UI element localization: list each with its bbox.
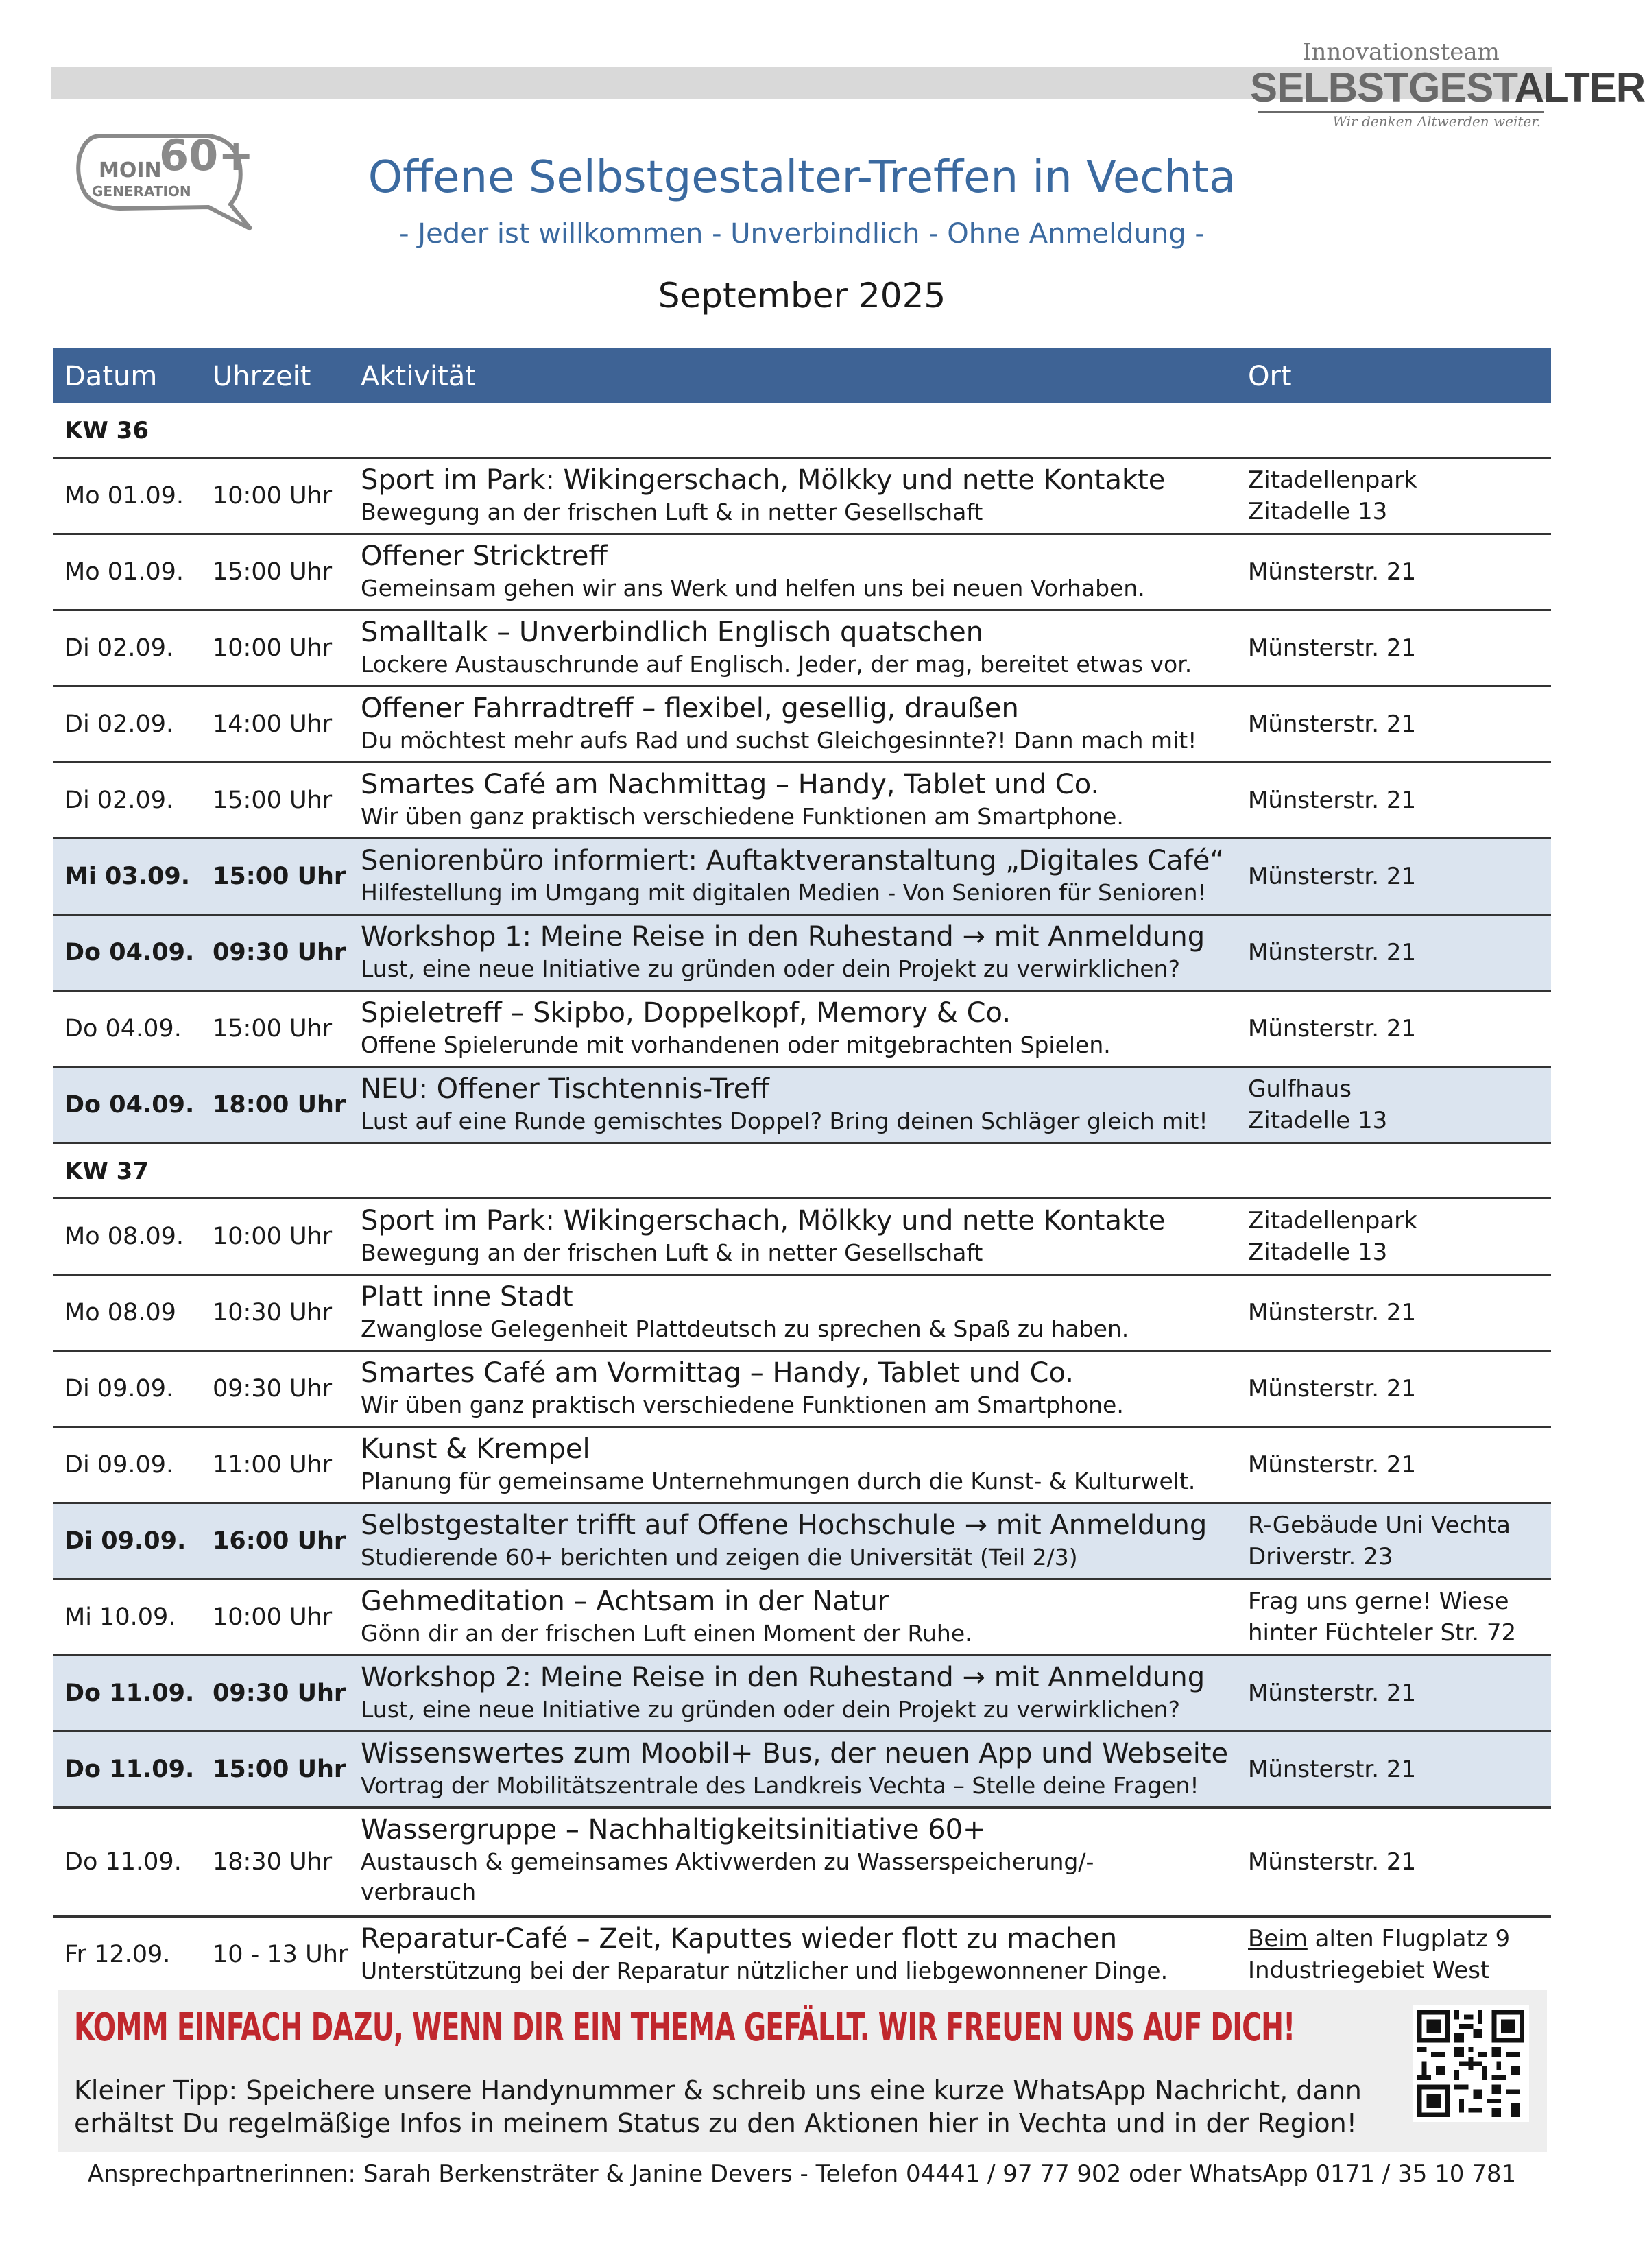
table-row-highlighted [53,1068,1551,1144]
row-desc: Austausch & gemeinsames Aktivwerden zu Wasserspeicherung/-verbrauch [361,1848,1094,1905]
row-location-2: hinter Füchteler Str. 72 [1248,1619,1517,1647]
row-date: Fr 12.09. [64,1941,171,1968]
brand-top-text: Innovationsteam [1302,38,1500,66]
row-title: Gehmeditation – Achtsam in der Natur [361,1586,889,1617]
row-title: Workshop 2: Meine Reise in den Ruhestand → mit Anmeldung [361,1662,1205,1693]
row-location: Münsterstr. 21 [1248,1375,1417,1402]
table-row [53,1918,1551,1992]
row-location: Münsterstr. 21 [1248,863,1417,890]
callout-tip: Kleiner Tipp: Speichere unsere Handynummer & schreib uns eine kurze WhatsApp Nachricht, dann erhältst Du regelmäßige Infos in meinem Status zu den Aktionen hier in Vechta und in der Region! [74,2075,1362,2138]
row-location: Münsterstr. 21 [1248,1451,1417,1479]
row-title: Offener Stricktreff [361,540,608,572]
row-date: Do 04.09. [64,1091,195,1119]
row-location: Münsterstr. 21 [1248,787,1417,814]
row-time: 16:00 Uhr [213,1527,346,1555]
row-desc: Offene Spielerunde mit vorhandenen oder mitgebrachten Spielen. [361,1031,1111,1058]
row-desc: Wir üben ganz praktisch verschiedene Funktionen am Smartphone. [361,803,1124,830]
row-location: Gulfhaus [1248,1075,1352,1103]
brand-main-text [1250,64,1645,110]
row-location-2: Zitadelle 13 [1248,1239,1388,1266]
row-date: Do 11.09. [64,1680,195,1707]
row-title: Sport im Park: Wikingerschach, Mölkky und nette Kontakte [361,1205,1166,1237]
row-location: R-Gebäude Uni Vechta [1248,1512,1511,1539]
table-row [53,1199,1551,1276]
row-location-rest: alten Flugplatz 9 [1307,1925,1511,1953]
row-title: Platt inne Stadt [361,1281,573,1313]
brand-logo [1250,38,1645,130]
brand-main-a: SELBSTGEST [1250,64,1515,110]
row-time: 10:00 Uhr [213,1603,333,1631]
row-time: 09:30 Uhr [213,1375,333,1402]
row-time: 15:00 Uhr [213,787,333,814]
row-desc: Gemeinsam gehen wir ans Werk und helfen uns bei neuen Vorhaben. [361,575,1145,601]
qr-code-icon [1413,2005,1529,2122]
page-title: Offene Selbstgestalter-Treffen in Vechta [368,152,1236,203]
row-location-underlined: Beim [1248,1925,1308,1953]
logo-line2: GENERATION [92,183,191,200]
row-location-2: Driverstr. 23 [1248,1543,1393,1571]
row-date: Mi 03.09. [64,863,191,890]
week-header [53,1144,1551,1199]
row-location: Zitadellenpark [1248,1207,1417,1234]
row-time: 10 - 13 Uhr [213,1941,348,1968]
row-date: Do 11.09. [64,1756,195,1783]
row-title: Wissenswertes zum Moobil+ Bus, der neuen App und Webseite [361,1738,1229,1769]
row-title: NEU: Offener Tischtennis-Treff [361,1073,769,1105]
brand-tagline: Wir denken Altwerden weiter. [1332,113,1541,130]
row-location: Frag uns gerne! Wiese [1248,1588,1509,1615]
row-time: 10:00 Uhr [213,482,333,510]
week-header [53,403,1551,459]
row-desc: Lust, eine neue Initiative zu gründen oder dein Projekt zu verwirklichen? [361,955,1181,982]
row-title: Seniorenbüro informiert: Auftaktveranstaltung „Digitales Café“ [361,845,1225,876]
row-desc: Lust auf eine Runde gemischtes Doppel? Bring deinen Schläger gleich mit! [361,1108,1208,1134]
row-desc: Unterstützung bei der Reparatur nützlicher und liebgewonnener Dinge. [361,1957,1168,1984]
row-date: Mi 10.09. [64,1603,176,1631]
row-date: Mo 01.09. [64,558,184,586]
header-time: Uhrzeit [213,361,311,392]
row-location: Münsterstr. 21 [1248,1756,1417,1783]
row-desc: Du möchtest mehr aufs Rad und suchst Gleichgesinnte?! Dann mach mit! [361,727,1197,754]
row-title: Offener Fahrradtreff – flexibel, gesellig, draußen [361,693,1019,724]
row-date: Di 09.09. [64,1375,174,1402]
table-row [53,992,1551,1068]
month-label: September 2025 [658,276,946,315]
row-time: 11:00 Uhr [213,1451,333,1479]
row-desc: Hilfestellung im Umgang mit digitalen Medien - Von Senioren für Senioren! [361,879,1207,906]
row-title: Selbstgestalter trifft auf Offene Hochschule → mit Anmeldung [361,1509,1208,1541]
row-date: Di 02.09. [64,787,174,814]
table-row [53,535,1551,611]
callout-box [58,1990,1547,2152]
row-desc: Vortrag der Mobilitätszentrale des Landkreis Vechta – Stelle deine Fragen! [361,1772,1199,1799]
table-row-highlighted [53,1504,1551,1580]
row-title: Workshop 1: Meine Reise in den Ruhestand → mit Anmeldung [361,921,1205,953]
schedule-table [53,348,1551,1992]
week-label: KW 36 [64,417,149,444]
row-title: Wassergruppe – Nachhaltigkeitsinitiative 60+ [361,1814,986,1846]
row-time: 10:00 Uhr [213,634,333,662]
table-row-highlighted [53,916,1551,992]
row-title: Smalltalk – Unverbindlich Englisch quatschen [361,617,984,648]
week-label: KW 37 [64,1158,149,1185]
row-date: Mo 01.09. [64,482,184,510]
row-location: Zitadellenpark [1248,466,1417,494]
table-row [53,1352,1551,1428]
table-row-highlighted [53,1656,1551,1732]
row-title: Sport im Park: Wikingerschach, Mölkky und nette Kontakte [361,464,1166,496]
row-location: Münsterstr. 21 [1248,711,1417,738]
row-time: 09:30 Uhr [213,1680,346,1707]
row-date: Di 02.09. [64,634,174,662]
row-location: Münsterstr. 21 [1248,1848,1417,1876]
row-location-2: Industriegebiet West [1248,1957,1490,1984]
row-location [1248,1923,1550,1955]
row-title: Smartes Café am Nachmittag – Handy, Tablet und Co. [361,769,1100,800]
brand-main-b: ALTER [1514,64,1645,110]
row-desc: Gönn dir an der frischen Luft einen Moment der Ruhe. [361,1620,972,1647]
table-row [53,1809,1551,1918]
table-row [53,687,1551,763]
row-location-2: Zitadelle 13 [1248,1107,1388,1134]
row-time: 18:00 Uhr [213,1091,346,1119]
contact-footer: Ansprechpartnerinnen: Sarah Berkensträter & Janine Devers - Telefon 04441 / 97 77 902 oder WhatsApp 0171 / 35 10 781 [87,2160,1517,2188]
row-time: 15:00 Uhr [213,558,333,586]
row-title: Reparatur-Café – Zeit, Kaputtes wieder flott zu machen [361,1923,1118,1955]
row-date: Di 09.09. [64,1451,174,1479]
row-location-2: Zitadelle 13 [1248,498,1388,525]
header-date: Datum [64,361,158,392]
row-time: 18:30 Uhr [213,1848,333,1876]
row-location: Münsterstr. 21 [1248,634,1417,662]
row-desc: Studierende 60+ berichten und zeigen die Universität (Teil 2/3) [361,1544,1078,1571]
row-date: Di 09.09. [64,1527,187,1555]
logo-line1: MOIN [99,158,162,182]
logo-badge: 60+ [159,130,254,180]
row-time: 10:00 Uhr [213,1223,333,1250]
row-desc: Lust, eine neue Initiative zu gründen oder dein Projekt zu verwirklichen? [361,1696,1181,1723]
row-time: 10:30 Uhr [213,1299,333,1326]
row-desc: Bewegung an der frischen Luft & in netter Gesellschaft [361,499,983,525]
row-time: 15:00 Uhr [213,1015,333,1042]
row-time: 15:00 Uhr [213,863,346,890]
table-row [53,459,1551,535]
callout-headline: KOMM EINFACH DAZU, WENN DIR EIN THEMA GEFÄLLT. WIR FREUEN UNS AUF DICH! [74,2005,1295,2050]
row-location: Münsterstr. 21 [1248,939,1417,966]
row-date: Di 02.09. [64,711,174,738]
row-desc: Wir üben ganz praktisch verschiedene Funktionen am Smartphone. [361,1392,1124,1418]
row-date: Do 04.09. [64,1015,182,1042]
header-location: Ort [1248,361,1292,392]
table-row [53,1276,1551,1352]
row-location: Münsterstr. 21 [1248,558,1417,586]
row-location: Münsterstr. 21 [1248,1299,1417,1326]
row-date: Do 04.09. [64,939,195,966]
row-title: Smartes Café am Vormittag – Handy, Tablet und Co. [361,1357,1074,1389]
row-desc: Lockere Austauschrunde auf Englisch. Jeder, der mag, bereitet etwas vor. [361,651,1192,678]
row-location: Münsterstr. 21 [1248,1680,1417,1707]
row-time: 14:00 Uhr [213,711,333,738]
row-title: Kunst & Krempel [361,1433,590,1465]
table-row [53,763,1551,839]
row-location: Münsterstr. 21 [1248,1015,1417,1042]
table-row [53,611,1551,687]
table-header [53,348,1551,403]
row-title: Spieletreff – Skipbo, Doppelkopf, Memory & Co. [361,997,1011,1029]
header-activity: Aktivität [361,361,476,392]
row-desc: Zwanglose Gelegenheit Plattdeutsch zu sprechen & Spaß zu haben. [361,1315,1129,1342]
page-subtitle: - Jeder ist willkommen - Unverbindlich - Ohne Anmeldung - [399,218,1205,250]
table-row [53,1428,1551,1504]
row-time: 09:30 Uhr [213,939,346,966]
table-row-highlighted [53,1732,1551,1809]
table-row [53,1580,1551,1656]
row-desc: Bewegung an der frischen Luft & in netter Gesellschaft [361,1239,983,1266]
row-date: Mo 08.09. [64,1223,184,1250]
table-row-highlighted [53,839,1551,916]
row-date: Mo 08.09 [64,1299,176,1326]
row-time: 15:00 Uhr [213,1756,346,1783]
row-date: Do 11.09. [64,1848,182,1876]
row-desc: Planung für gemeinsame Unternehmungen durch die Kunst- & Kulturwelt. [361,1468,1196,1494]
